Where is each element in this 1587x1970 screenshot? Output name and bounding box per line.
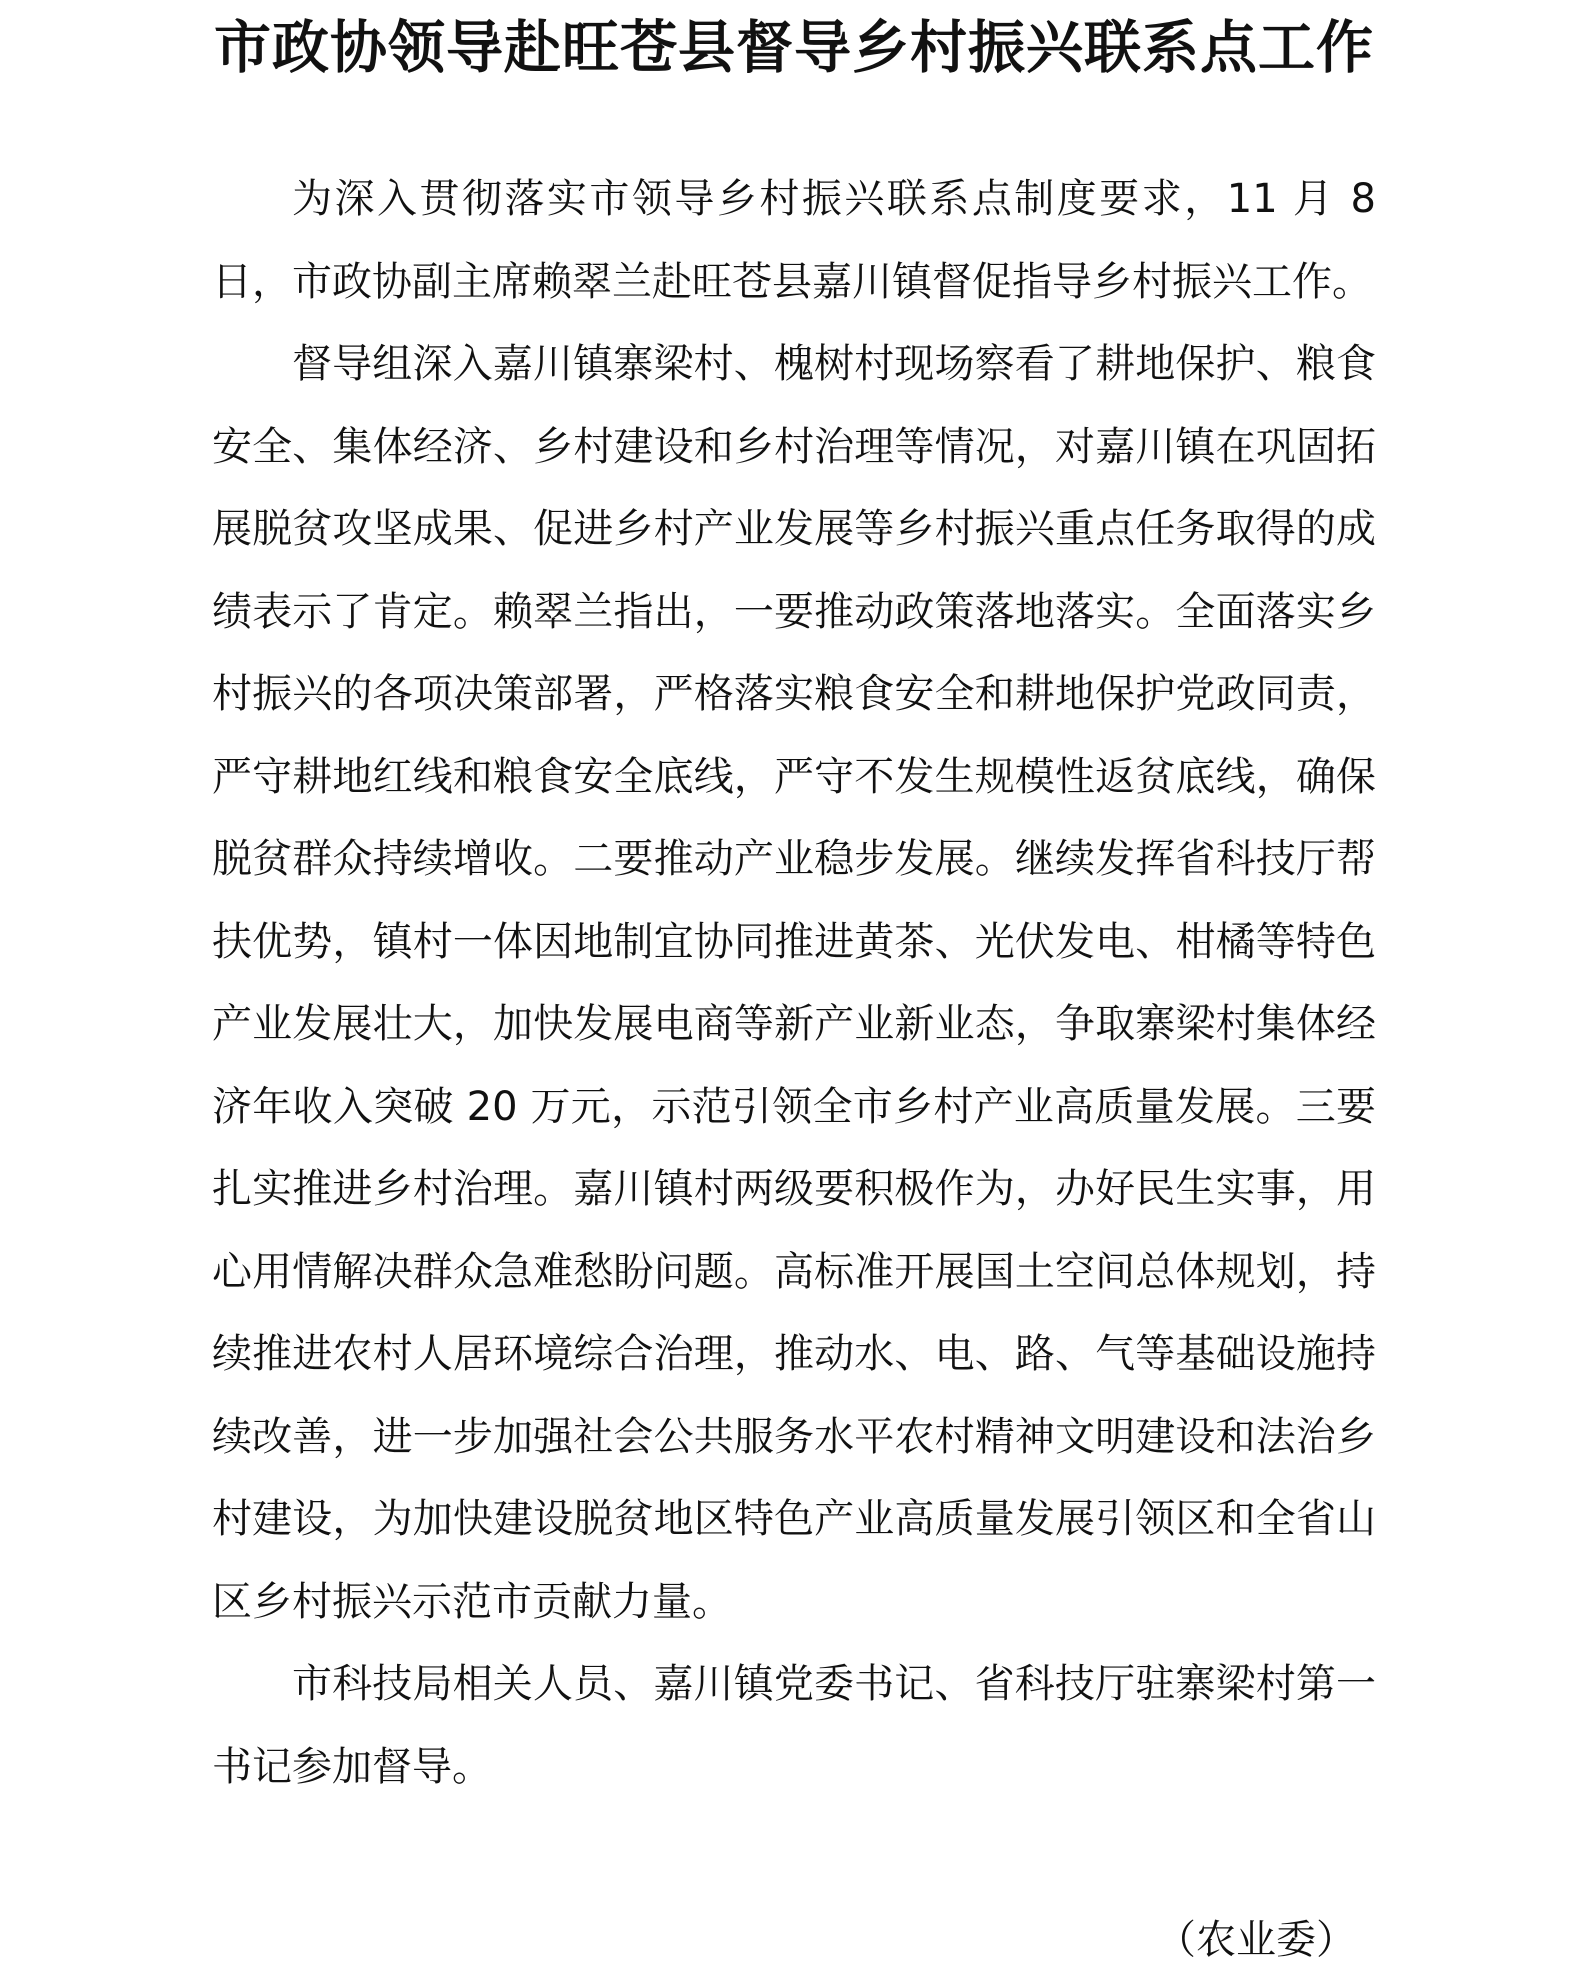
document-body <box>212 158 1376 1808</box>
document-title: 市政协领导赴旺苍县督导乡村振兴联系点工作 <box>214 14 1374 81</box>
document-page <box>212 0 1376 1970</box>
paragraph-intro: 为深入贯彻落实市领导乡村振兴联系点制度要求，11 月 8 日，市政协副主席赖翠兰赴旺苍县嘉川镇督促指导乡村振兴工作。 <box>212 176 1376 305</box>
paragraph-main: 督导组深入嘉川镇寨梁村、槐树村现场察看了耕地保护、粮食安全、集体经济、乡村建设和乡村治理等情况，对嘉川镇在巩固拓展脱贫攻坚成果、促进乡村产业发展等乡村振兴重点任务取得的成绩表示了肯定。赖翠兰指出，一要推动政策落地落实。全面落实乡村振兴的各项决策部署，严格落实粮食安全和耕地保护党政同责，严守耕地红线和粮食安全底线，严守不发生规模性返贫底线，确保脱贫群众持续增收。二要推动产业稳步发展。继续发挥省科技厅帮扶优势，镇村一体因地制宜协同推进黄茶、光伏发电、柑橘等特色产业发展壮大，加快发展电商等新产业新业态，争取寨梁村集体经济年收入突破 20 万元，示范引领全市乡村产业高质量发展。三要扎实推进乡村治理。嘉川镇村两级要积极作为，办好民生实事，用心用情解决群众急难愁盼问题。高标准开展国土空间总体规划，持续推进农村人居环境综合治理，推动水、电、路、气等基础设施持续改善，进一步加强社会公共服务水平农村精神文明建设和法治乡村建设，为加快建设脱贫地区特色产业高质量发展引领区和全省山区乡村振兴示范市贡献力量。 <box>212 341 1376 1625</box>
document-signature: （农业委） <box>1156 1917 1356 1963</box>
paragraph-attendees: 市科技局相关人员、嘉川镇党委书记、省科技厅驻寨梁村第一书记参加督导。 <box>212 1661 1376 1790</box>
